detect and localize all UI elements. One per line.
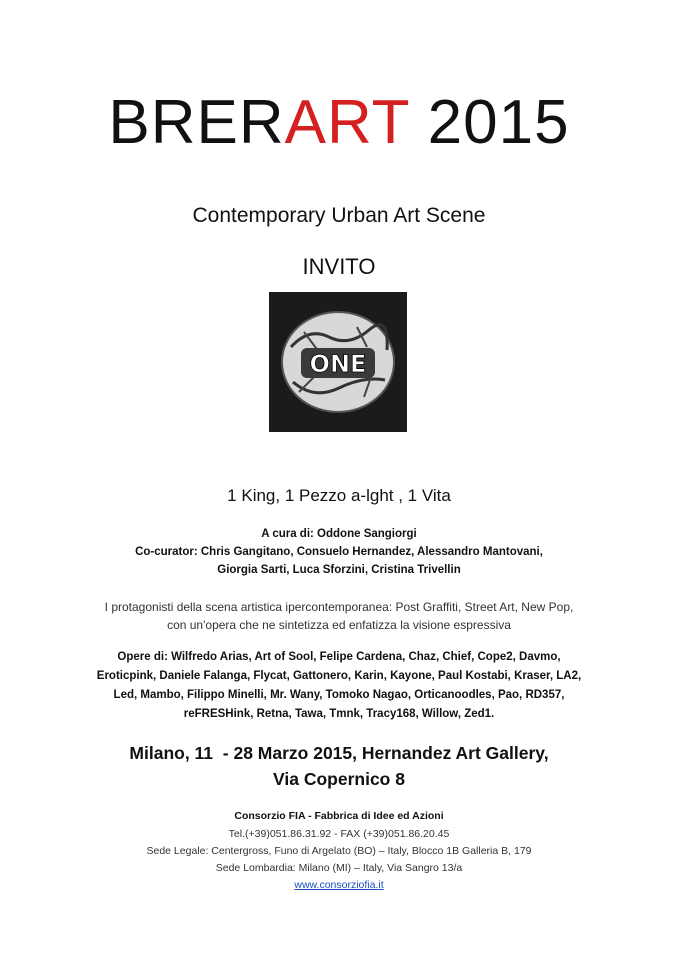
legal-address-line: Sede Legale: Centergross, Funo di Argelato (BO) – Italy, Blocco 1B Galleria B, 179 xyxy=(146,845,532,857)
description-line-2: con un'opera che ne sintetizza ed enfatizza la visione espressiva xyxy=(167,618,511,632)
co-curator-line: Co-curator: Chris Gangitano, Consuelo Hernandez, Alessandro Mantovani, xyxy=(135,546,543,558)
venue-address-line: Via Copernico 8 xyxy=(273,769,405,789)
venue-block xyxy=(0,740,678,792)
artists-line-3: Led, Mambo, Filippo Minelli, Mr. Wany, Tomoko Nagao, Orticanoodles, Pao, RD357, xyxy=(113,689,565,701)
invito-heading: INVITO xyxy=(302,254,376,279)
artists-line-4: reFRESHink, Retna, Tawa, Tmnk, Tracy168, Willow, Zed1. xyxy=(183,708,495,720)
website-link[interactable]: www.consorziofia.it xyxy=(294,879,384,891)
event-subtitle: Contemporary Urban Art Scene xyxy=(192,204,486,227)
one-logo-image xyxy=(269,292,407,432)
artists-line: Opere di: Wilfredo Arias, Art of Sool, Felipe Cardena, Chaz, Chief, Cope2, Davmo, xyxy=(117,651,561,663)
artists-block xyxy=(0,648,678,724)
one-logo-graphic xyxy=(269,292,407,432)
description-line: I protagonisti della scena artistica ipercontemporanea: Post Graffiti, Street Art, New Pop, xyxy=(104,600,574,614)
logo-text: ONE xyxy=(309,350,367,378)
venue-dates-line: Milano, 11 - 28 Marzo 2015, Hernandez Art Gallery, xyxy=(129,743,549,763)
curators-block xyxy=(0,525,678,579)
title-part-brer: BRER xyxy=(108,88,285,157)
tagline: 1 King, 1 Pezzo a-lght , 1 Vita xyxy=(227,486,451,505)
phone-line: Tel.(+39)051.86.31.92 - FAX (+39)051.86.20.45 xyxy=(228,828,450,840)
title-part-art: ART xyxy=(284,88,410,157)
co-curator-line-2: Giorgia Sarti, Luca Sforzini, Cristina Trivellin xyxy=(217,564,461,576)
organizer-name: Consorzio FIA - Fabbrica di Idee ed Azioni xyxy=(234,810,444,822)
curator-line: A cura di: Oddone Sangiorgi xyxy=(261,528,417,540)
title-part-year: 2015 xyxy=(409,88,570,157)
artists-line-2: Eroticpink, Daniele Falanga, Flycat, Gattonero, Karin, Kayone, Paul Kostabi, Kraser, LA2, xyxy=(96,670,582,682)
description-block xyxy=(0,598,678,634)
event-title xyxy=(0,88,678,157)
lombardia-address-line: Sede Lombardia: Milano (MI) – Italy, Via Sangro 13/a xyxy=(215,862,463,874)
contact-block xyxy=(0,826,678,894)
